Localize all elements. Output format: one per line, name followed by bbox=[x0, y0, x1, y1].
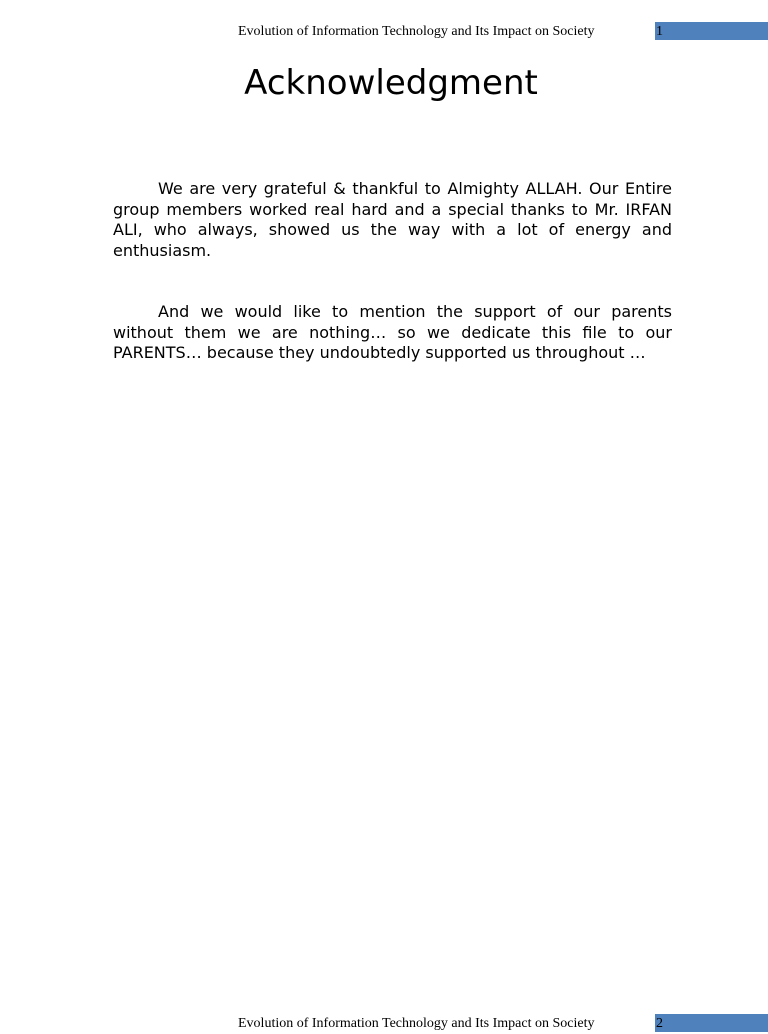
page-title: Acknowledgment bbox=[244, 63, 538, 103]
header-title: Evolution of Information Technology and Its Impact on Society bbox=[238, 24, 595, 39]
next-page-header bbox=[0, 1014, 768, 1034]
next-page-number-bar bbox=[655, 1014, 768, 1032]
page-header bbox=[0, 22, 768, 42]
page-number: 1 bbox=[656, 24, 663, 39]
next-page-number: 2 bbox=[656, 1016, 663, 1031]
paragraph-parents: And we would like to mention the support of our parents without them we are nothing… so we dedicate this file to our PARENTS… because they undoubtedly supported us throughout … bbox=[113, 302, 672, 363]
paragraph-gratitude: We are very grateful & thankful to Almighty ALLAH. Our Entire group members worked real hard and a special thanks to Mr. IRFAN ALI, who always, showed us the way with a lot of energy and enthusiasm. bbox=[113, 179, 672, 260]
next-page-header-title: Evolution of Information Technology and Its Impact on Society bbox=[238, 1016, 595, 1031]
page-number-bar bbox=[655, 22, 768, 40]
